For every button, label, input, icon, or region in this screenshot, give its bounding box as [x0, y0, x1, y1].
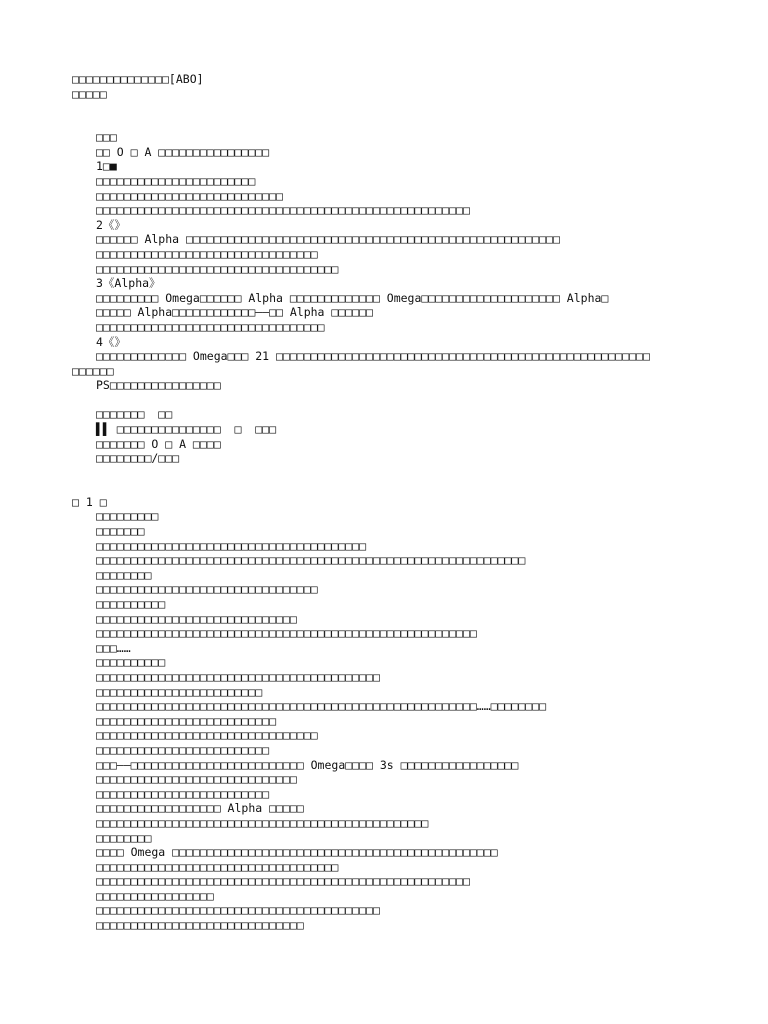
text-line: □□□□□□□	[96, 524, 145, 539]
text-line: □□□□□□□ O □ A □□□□	[96, 436, 221, 451]
text-line: □□□□□□□□□□□□□□□□□□□□□□□□□□□□□	[96, 611, 297, 626]
text-line: □□□□□□□□□□□□□□□□□□□□□□□□□□□□□□	[96, 918, 304, 933]
text-line: ▌▌ □□□□□□□□□□□□□□□ □ □□□	[96, 422, 277, 437]
text-line: □□□□□□□□□ Omega□□□□□□ Alpha □□□□□□□□□□□□□ Omega□□□□□□□□□□□□□□□□□□□□ Alpha□	[96, 290, 609, 305]
text-line: □□□——□□□□□□□□□□□□□□□□□□□□□□□□□ Omega□□□□ 3s □□□□□□□□□□□□□□□□□	[96, 757, 519, 772]
document-body	[72, 72, 712, 933]
text-line: □□□□□□□□□□□□□□□□□□□□□□□□□□□□□□□□□	[96, 319, 325, 334]
text-line: □□□□□□□□□□□□□□□□□□□□□□□□□□□□□□□□□□□□□□□□□	[96, 903, 380, 918]
text-line: □□□□□□□□□□□□□□□□□□□□□□□□□□□□□□□□□□□	[96, 859, 339, 874]
text-line: □□□□□□□□□□□□□□□□□□□□□□□□□	[96, 786, 270, 801]
text-line: □□□□□	[72, 86, 107, 101]
text-line: □□□	[96, 130, 117, 145]
text-line: □□□□□□□□□□□□□□□□□□□□□□□□□□□□□□□□□□□	[96, 261, 339, 276]
text-line: □□□□□□□□□□□□□□□□□□□□□□□□□□□□□□□□	[96, 582, 318, 597]
text-line: □□□□□□□□□□□□□□□□□□□□□□□□□□□	[96, 188, 283, 203]
text-line: □ 1 □	[72, 494, 107, 509]
blank-line	[72, 393, 712, 408]
text-line: □□□□□□□□□□□□□ Omega□□□ 21 □□□□□□□□□□□□□□□□□□□□□□□□□□□□□□□□□□□□□□□□□□□□□□□□□□□□□□	[96, 349, 650, 364]
text-line: □□□□□□□□□□□□□□□□□□□□□□□□□□□□□□□□□□□□□□□	[96, 538, 367, 553]
text-line: □□ O □ A □□□□□□□□□□□□□□□□	[96, 144, 270, 159]
text-line: 1□■	[96, 159, 117, 174]
text-line: □□□□□□□□□□□□□□□□□□□□□□□□□□□□□□□□□□□□□□□□□□□□□□□□□□□□□□	[96, 874, 470, 889]
text-line: □□□□□□□□□□□□□□□□□□□□□□□	[96, 173, 256, 188]
text-line: □□□□□□□□□□□□□□□□□□□□□□□□□□□□□□□□□□□□□□□□□□□□□□□□□□□□□□□……□□□□□□□□	[96, 699, 547, 714]
text-line: □□□□ Omega □□□□□□□□□□□□□□□□□□□□□□□□□□□□□□□□□□□□□□□□□□□□□□□	[96, 845, 498, 860]
text-line: □□□□□□□ □□	[96, 407, 173, 422]
text-line: □□□□□□□□	[96, 567, 152, 582]
text-line: □□□□□□□□□□□□□□□□□□□□□□□□	[96, 684, 263, 699]
text-line: □□□□□□□□□□□□□□□□□□□□□□□□□□□□□□□□□□□□□□□□□	[96, 669, 380, 684]
text-line: □□□□□□□□□□□□□□□□□	[96, 888, 214, 903]
text-line: □□□□□□□□□□□□□□□□□□□□□□□□□□□□□□□□□□□□□□□□□□□□□□□□	[96, 815, 429, 830]
text-line: □□□□□□□□□□□□□□□□□□□□□□□□□□□□□	[96, 772, 297, 787]
text-line: □□□□□□□□□□□□□□□□□□□□□□□□□□□□□□□□□□□□□□□□□□□□□□□□□□□□□□□	[96, 626, 477, 641]
text-line: □□□……	[96, 640, 131, 655]
text-line: □□□□□□ Alpha □□□□□□□□□□□□□□□□□□□□□□□□□□□□□□□□□□□□□□□□□□□□□□□□□□□□□□	[96, 232, 560, 247]
text-line: □□□□□□□□□□□□□□□□□□□□□□□□□	[96, 742, 270, 757]
text-line: 3《Alpha》	[96, 276, 161, 291]
text-line: □□□□□□□□□□□□□□□□□□□□□□□□□□□□□□□□	[96, 728, 318, 743]
text-line: □□□□□□□□□□□□□□[ABO]	[72, 72, 204, 86]
text-line: □□□□□□□□□□□□□□□□□□ Alpha □□□□□	[96, 801, 304, 816]
blank-line	[72, 101, 712, 130]
text-line: □□□□□□□□□□□□□□□□□□□□□□□□□□□□□□□□□□□□□□□□□□□□□□□□□□□□□□□□□□□□□□	[96, 553, 526, 568]
text-line: □□□□□□□□□□□□□□□□□□□□□□□□□□□□□□□□	[96, 246, 318, 261]
text-line: 4《》	[96, 334, 126, 349]
text-line: □□□□□□□□□□	[96, 655, 166, 670]
text-line: □□□□□□□□□□□□□□□□□□□□□□□□□□□□□□□□□□□□□□□□□□□□□□□□□□□□□□	[96, 203, 470, 218]
text-line: □□□□□□□□/□□□	[96, 451, 180, 466]
blank-line	[72, 466, 712, 495]
text-line: PS□□□□□□□□□□□□□□□□	[96, 378, 221, 393]
text-line: □□□□□□□□□□	[96, 597, 166, 611]
text-line: □□□□□ Alpha□□□□□□□□□□□□——□□ Alpha □□□□□□	[96, 305, 373, 320]
text-line: □□□□□□□□□	[96, 509, 159, 524]
text-line: □□□□□□□□	[96, 830, 152, 845]
text-line: □□□□□□	[72, 363, 114, 378]
text-line: □□□□□□□□□□□□□□□□□□□□□□□□□□	[96, 713, 277, 728]
text-line: 2《》	[96, 217, 126, 232]
